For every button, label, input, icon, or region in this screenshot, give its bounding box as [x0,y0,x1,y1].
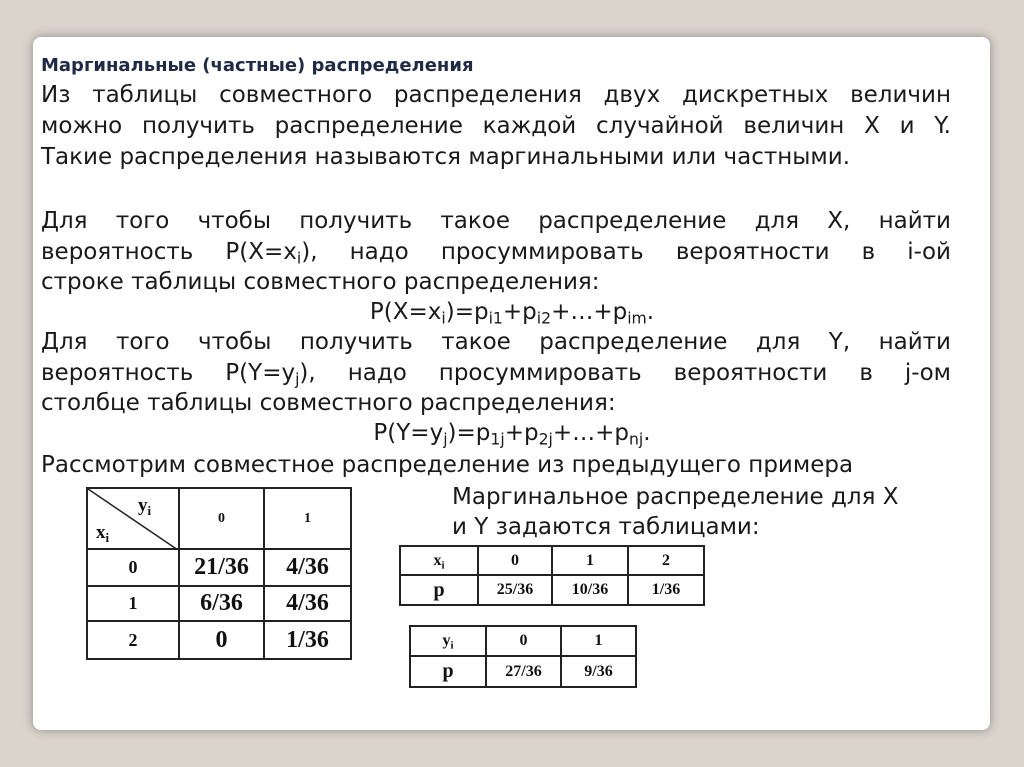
x-p-label: p [400,575,478,605]
x-prob: 25/36 [478,575,552,605]
para1-line2: можно получить распределение каждой случайной величин X и Y. [41,113,951,139]
para2-line1: Для того чтобы получить такое распределение для X, найти [41,208,951,234]
joint-row-label: 0 [87,549,179,586]
joint-col-header: 1 [264,488,351,549]
y-p-label: p [410,656,486,687]
marginal-text-line2: и Y задаются таблицами: [452,514,760,540]
para3-line1: Для того чтобы получить такое распределение для Y, найти [41,329,951,355]
joint-cell: 1/36 [264,621,351,659]
marginal-text-line1: Маргинальное распределение для X [452,484,899,510]
joint-row [87,621,351,659]
x-value: 1 [552,546,628,575]
x-value: 2 [628,546,704,575]
joint-row-label: 1 [87,586,179,621]
joint-corner-cell [87,488,179,549]
slide-title: Маргинальные (частные) распределения [41,55,474,76]
formula-x: $P(X=x_i)=p_{i1}+p_{i2}+\dots+p_{im}$. [369,299,655,328]
joint-row [87,549,351,586]
para4: Рассмотрим совместное распределение из предыдущего примера [41,452,854,478]
y-probs-row [410,656,636,687]
joint-row [87,586,351,621]
y-values-row [410,626,636,656]
y-prob: 27/36 [486,656,561,687]
y-value: 0 [486,626,561,656]
joint-cell: 0 [179,621,264,659]
joint-cell: 21/36 [179,549,264,586]
para3-line3: столбце таблицы совместного распределения: [41,390,616,416]
x-values-row [400,546,704,575]
y-var-label: $y_i$ [410,626,486,656]
joint-distribution-table [86,487,352,660]
x-var-label: $x_i$ [400,546,478,575]
joint-row-label: 2 [87,621,179,659]
x-prob: 1/36 [628,575,704,605]
para3-line2: вероятность $P(Y=y_j)$, надо просуммировать вероятности в j-ом [41,360,951,389]
x-prob: 10/36 [552,575,628,605]
joint-cell: 6/36 [179,586,264,621]
row-var-label: $x_i$ [96,522,110,545]
marginal-x-table [399,545,705,606]
col-var-label: $y_i$ [138,495,152,518]
joint-cell: 4/36 [264,586,351,621]
marginal-y-table [409,625,637,688]
joint-cell: 4/36 [264,549,351,586]
y-prob: 9/36 [561,656,636,687]
joint-col-header: 0 [179,488,264,549]
y-value: 1 [561,626,636,656]
para2-line2: вероятность $P(X=x_i)$, надо просуммировать вероятности в i-ой [41,239,951,268]
para1-line3: Такие распределения называются маргинальными или частными. [41,144,851,170]
para1-line1: Из таблицы совместного распределения двух дискретных величин [41,82,951,108]
joint-header-row [87,488,351,549]
x-probs-row [400,575,704,605]
formula-y: $P(Y=y_j)=p_{1j}+p_{2j}+\dots+p_{nj}$. [373,420,651,449]
para2-line3: строке таблицы совместного распределения: [41,269,600,295]
x-value: 0 [478,546,552,575]
